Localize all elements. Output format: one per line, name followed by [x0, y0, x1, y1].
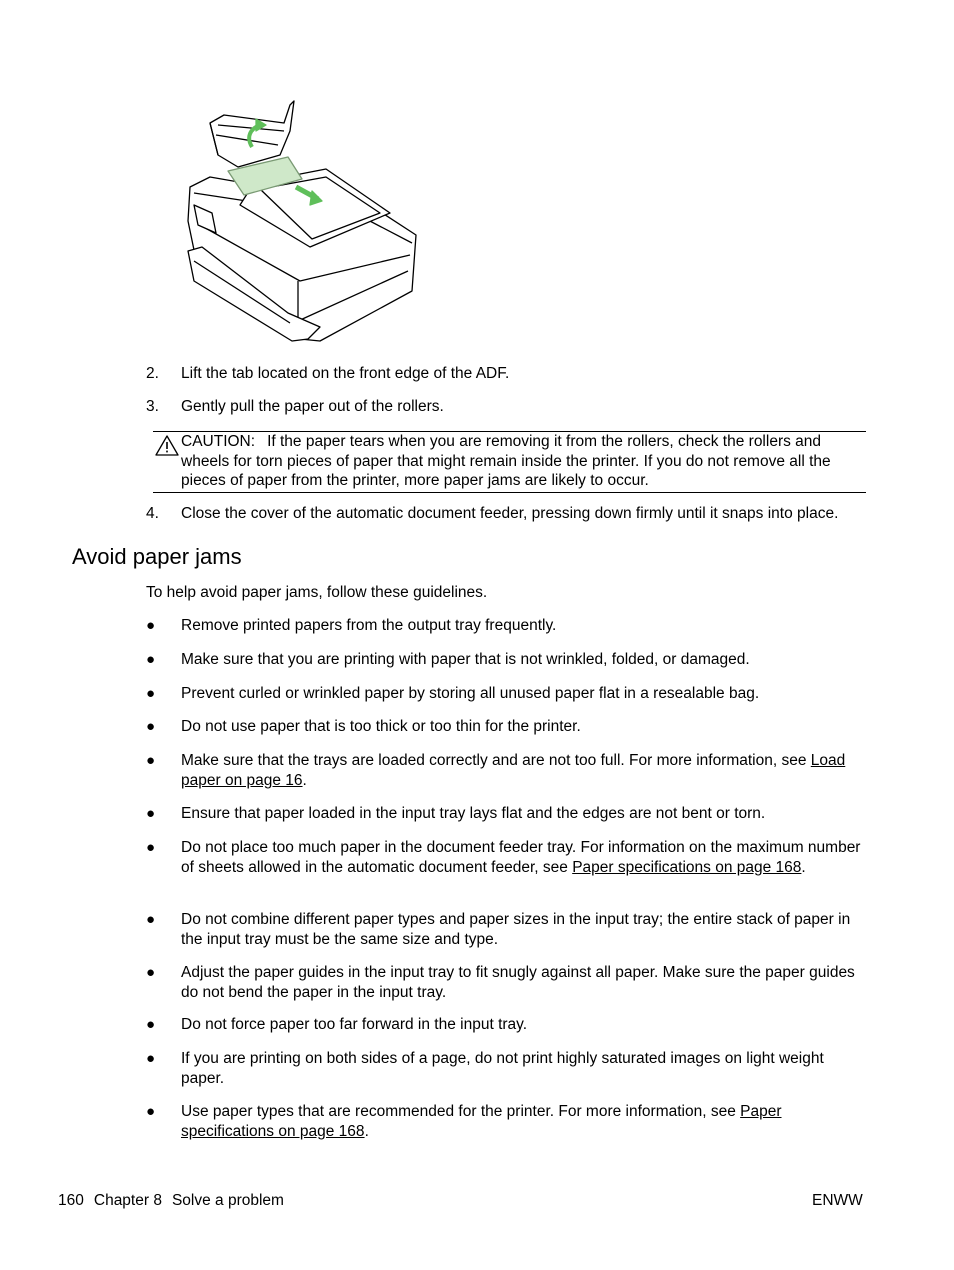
list-item-text: Prevent curled or wrinkled paper by storing all unused paper flat in a resealable bag. — [181, 685, 760, 702]
chapter-title: Solve a problem — [171, 1192, 284, 1209]
bullet-icon: ● — [146, 651, 156, 668]
list-item-text: Make sure that you are printing with paper that is not wrinkled, folded, or damaged. — [181, 651, 750, 668]
step-number: 3. — [146, 398, 159, 415]
bullet-icon: ● — [146, 964, 156, 981]
step-text: Close the cover of the automatic document feeder, pressing down firmly until it snaps into place. — [181, 505, 839, 522]
printer-adf-jam-illustration — [180, 95, 422, 347]
list-item-text: Adjust the paper guides in the input tray to fit snugly against all paper. Make sure the paper guides do not bend the paper in the input tray. — [181, 964, 855, 1001]
step-text: Gently pull the paper out of the rollers. — [181, 398, 444, 415]
page-number: 160 — [58, 1192, 84, 1209]
caution-body — [181, 432, 871, 491]
caution-note — [153, 431, 866, 493]
list-item-text — [181, 838, 871, 877]
list-item-text: Do not combine different paper types and paper sizes in the input tray; the entire stack of paper in the input tray must be the same size and type. — [181, 911, 851, 948]
bullet-icon: ● — [146, 1103, 156, 1120]
caution-label: CAUTION: — [181, 433, 256, 450]
step-text: Lift the tab located on the front edge of the ADF. — [181, 365, 510, 382]
list-item-text: Do not use paper that is too thick or too thin for the printer. — [181, 718, 581, 735]
list-item-text-part: . — [302, 771, 307, 789]
list-item-text: Remove printed papers from the output tray frequently. — [181, 617, 557, 634]
step-number: 4. — [146, 505, 159, 522]
link-paper-specifications[interactable]: Paper specifications on page 168 — [181, 1103, 782, 1140]
bullet-icon: ● — [146, 752, 156, 769]
list-item-text: Do not force paper too far forward in the input tray. — [181, 1016, 528, 1033]
bullet-icon: ● — [146, 1050, 156, 1067]
list-item-text: Ensure that paper loaded in the input tray lays flat and the edges are not bent or torn. — [181, 805, 766, 822]
bullet-icon: ● — [146, 1016, 156, 1033]
bullet-icon: ● — [146, 805, 156, 822]
bullet-icon: ● — [146, 685, 156, 702]
bullet-icon: ● — [146, 911, 156, 928]
bullet-icon: ● — [146, 718, 156, 735]
bullet-icon: ● — [146, 839, 156, 856]
footer-brand: ENWW — [812, 1192, 863, 1209]
bullet-icon: ● — [146, 617, 156, 634]
step-number: 2. — [146, 365, 159, 382]
list-item-text-part: Do not place too much paper in the document feeder tray. For information on the maximum number of sheets allowed in the automatic document feeder, see — [181, 839, 861, 876]
warning-triangle-icon — [155, 435, 179, 456]
list-item-text-part: . — [801, 858, 806, 876]
section-heading: Avoid paper jams — [72, 544, 242, 569]
page-footer — [58, 1191, 294, 1211]
link-paper-specifications[interactable]: Paper specifications on page 168 — [572, 858, 802, 876]
list-item-text-part: Use paper types that are recommended for the printer. For more information, see — [181, 1103, 741, 1120]
section-intro: To help avoid paper jams, follow these guidelines. — [146, 584, 488, 601]
list-item-text — [181, 1102, 871, 1141]
list-item-text: If you are printing on both sides of a page, do not print highly saturated images on light weight paper. — [181, 1050, 824, 1087]
chapter-number: Chapter 8 — [93, 1192, 162, 1209]
list-item-text — [181, 751, 871, 790]
link-load-paper[interactable]: Load paper on page 16 — [181, 752, 846, 789]
list-item-text-part: Make sure that the trays are loaded correctly and are not too full. For more information, see — [181, 752, 811, 769]
caution-text: If the paper tears when you are removing it from the rollers, check the rollers and wheels for torn pieces of paper that might remain inside the printer. If you do not remove all the pieces of paper from the printer, more paper jams are likely to occur. — [181, 433, 831, 489]
list-item-text-part: . — [364, 1122, 369, 1140]
